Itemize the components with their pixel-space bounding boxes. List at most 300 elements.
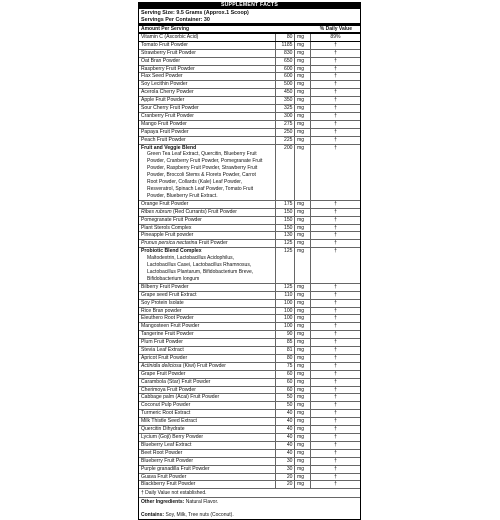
ingredient-name — [139, 113, 275, 120]
unit-value: mg — [294, 50, 310, 57]
ingredient-label: Quercitin Dihydrate — [141, 426, 185, 433]
table-row — [139, 481, 360, 489]
table-row — [139, 50, 360, 58]
unit-value: mg — [294, 248, 310, 283]
table-row — [139, 363, 360, 371]
ingredient-label: Tangerine Fruit Powder — [141, 331, 194, 338]
ingredient-name — [139, 418, 275, 425]
ingredient-label: Coconut Pulp Powder — [141, 402, 191, 409]
table-row — [139, 442, 360, 450]
amount-value: 125 — [275, 240, 294, 247]
unit-value: mg — [294, 89, 310, 96]
amount-value: 80 — [275, 355, 294, 362]
ingredient-name — [139, 402, 275, 409]
supplement-facts-panel — [138, 2, 361, 520]
daily-value: † — [310, 225, 360, 232]
blend-name: Probiotic Blend Complex — [141, 248, 202, 255]
ingredient-label: Stevia Leaf Extract — [141, 347, 184, 354]
unit-value: mg — [294, 300, 310, 307]
ingredient-label: Soy Lecithin Powder — [141, 81, 188, 88]
botanical-name: Actinidia deliciosa — [141, 362, 182, 369]
ingredient-label: Orange Fruit Powder — [141, 200, 189, 207]
amount-value: 81 — [275, 347, 294, 354]
daily-value: † — [310, 50, 360, 57]
table-row — [139, 466, 360, 474]
daily-value: † — [310, 292, 360, 299]
ingredient-name — [139, 201, 275, 208]
ingredient-name — [139, 217, 275, 224]
table-row — [139, 474, 360, 482]
table-row — [139, 240, 360, 248]
ingredient-name — [139, 434, 275, 441]
daily-value: † — [310, 232, 360, 239]
ingredient-name — [139, 323, 275, 330]
ingredient-name — [139, 292, 275, 299]
amount-value: 600 — [275, 73, 294, 80]
unit-value: mg — [294, 387, 310, 394]
table-row — [139, 137, 360, 145]
table-row — [139, 121, 360, 129]
unit-value: mg — [294, 371, 310, 378]
daily-value: † — [310, 323, 360, 330]
blend-ingredients-line: Bifidobacterium longum — [147, 275, 200, 282]
ingredient-name — [139, 315, 275, 322]
ingredient-label: Flax Seed Powder — [141, 73, 183, 80]
unit-value: mg — [294, 410, 310, 417]
unit-value: mg — [294, 458, 310, 465]
ingredient-name — [139, 284, 275, 291]
amount-value: 75 — [275, 363, 294, 370]
ingredient-name — [139, 458, 275, 465]
daily-value: † — [310, 466, 360, 473]
blend-ingredients-line: Green Tea Leaf Extract, Quercitin, Blueberry Fruit — [147, 151, 257, 158]
daily-value: † — [310, 81, 360, 88]
amount-value: 60 — [275, 371, 294, 378]
servings-per-container: Servings Per Container: 30 — [141, 16, 210, 23]
ingredient-name — [139, 89, 275, 96]
ingredient-name — [139, 394, 275, 401]
table-row — [139, 129, 360, 137]
table-row — [139, 81, 360, 89]
daily-value: † — [310, 458, 360, 465]
daily-value: † — [310, 442, 360, 449]
unit-value: mg — [294, 113, 310, 120]
ingredient-name — [139, 105, 275, 112]
amount-value: 150 — [275, 225, 294, 232]
ingredient-label: Grape seed Fruit Extract — [141, 291, 197, 298]
amount-value: 275 — [275, 121, 294, 128]
unit-value: mg — [294, 339, 310, 346]
table-row — [139, 315, 360, 323]
daily-value: † — [310, 145, 360, 200]
table-row — [139, 410, 360, 418]
blend-row — [139, 145, 360, 201]
ingredient-name — [139, 240, 275, 247]
daily-value: † — [310, 363, 360, 370]
unit-value: mg — [294, 121, 310, 128]
daily-value: † — [310, 73, 360, 80]
unit-value: mg — [294, 284, 310, 291]
ingredient-name — [139, 73, 275, 80]
other-ingredients-label: Other Ingredients: — [141, 499, 185, 506]
amount-value: 100 — [275, 323, 294, 330]
daily-value: † — [310, 371, 360, 378]
amount-value: 250 — [275, 129, 294, 136]
unit-value: mg — [294, 240, 310, 247]
ingredient-label: Soy Protein Isolate — [141, 299, 184, 306]
table-row — [139, 58, 360, 66]
ingredient-label: Mango Fruit Powder — [141, 120, 187, 127]
unit-value: mg — [294, 42, 310, 49]
amount-value: 20 — [275, 481, 294, 488]
amount-value: 130 — [275, 232, 294, 239]
daily-value: † — [310, 387, 360, 394]
ingredient-label: Eleuthero Root Powder — [141, 315, 194, 322]
unit-value: mg — [294, 379, 310, 386]
daily-value: † — [310, 434, 360, 441]
unit-value: mg — [294, 466, 310, 473]
daily-value: † — [310, 450, 360, 457]
ingredient-name — [139, 450, 275, 457]
daily-value: † — [310, 379, 360, 386]
ingredient-name — [139, 300, 275, 307]
ingredient-name — [139, 308, 275, 315]
amount-value: 85 — [275, 339, 294, 346]
table-row — [139, 42, 360, 50]
amount-value: 110 — [275, 292, 294, 299]
ingredient-label: Blackberry Fruit Powder — [141, 481, 196, 488]
table-row — [139, 73, 360, 81]
unit-value: mg — [294, 73, 310, 80]
table-row — [139, 209, 360, 217]
amount-value: 1185 — [275, 42, 294, 49]
ingredient-label: Grape Fruit Powder — [141, 370, 186, 377]
amount-value: 350 — [275, 97, 294, 104]
unit-value: mg — [294, 442, 310, 449]
daily-value: † — [310, 66, 360, 73]
table-row — [139, 308, 360, 316]
amount-value: 125 — [275, 248, 294, 283]
ingredient-label: Cherimoya Fruit Powder — [141, 386, 196, 393]
amount-value: 600 — [275, 66, 294, 73]
table-row — [139, 105, 360, 113]
table-row — [139, 379, 360, 387]
table-row — [139, 418, 360, 426]
unit-value: mg — [294, 145, 310, 200]
ingredient-label: Plant Sterols Complex — [141, 224, 192, 231]
ingredient-name — [139, 209, 275, 216]
unit-value: mg — [294, 394, 310, 401]
daily-value: † — [310, 418, 360, 425]
unit-value: mg — [294, 137, 310, 144]
unit-value: mg — [294, 97, 310, 104]
amount-value: 150 — [275, 209, 294, 216]
amount-value: 50 — [275, 402, 294, 409]
ingredient-name — [139, 58, 275, 65]
daily-value: † — [310, 42, 360, 49]
unit-value: mg — [294, 58, 310, 65]
daily-value: † — [310, 97, 360, 104]
table-row — [139, 355, 360, 363]
daily-value: † — [310, 89, 360, 96]
blend-ingredients-line: Powder, Blueberry Fruit Extract. — [147, 192, 218, 199]
ingredient-name — [139, 42, 275, 49]
unit-value: mg — [294, 331, 310, 338]
amount-value: 300 — [275, 113, 294, 120]
daily-value: † — [310, 394, 360, 401]
daily-value: † — [310, 209, 360, 216]
amount-value: 100 — [275, 308, 294, 315]
amount-value: 650 — [275, 58, 294, 65]
daily-value: † — [310, 284, 360, 291]
ingredient-name — [139, 371, 275, 378]
amount-value: 30 — [275, 466, 294, 473]
amount-value: 830 — [275, 50, 294, 57]
other-ingredients-text: Natural Flavor. — [184, 499, 219, 506]
unit-value: mg — [294, 402, 310, 409]
table-row — [139, 347, 360, 355]
ingredient-label: (Red Currants) Fruit Powder — [171, 208, 237, 215]
ingredient-label: Tomato Fruit Powder — [141, 41, 188, 48]
ingredient-label: Vitamin C (Ascorbic Acid) — [141, 33, 199, 40]
table-row — [139, 113, 360, 121]
table-row — [139, 394, 360, 402]
ingredient-label: Apple Fruit Powder — [141, 97, 185, 104]
daily-value: † — [310, 129, 360, 136]
unit-value: mg — [294, 363, 310, 370]
unit-value: mg — [294, 418, 310, 425]
contains-label: Contains: — [141, 512, 165, 519]
ingredient-name — [139, 232, 275, 239]
amount-value: 60 — [275, 379, 294, 386]
unit-value: mg — [294, 34, 310, 41]
ingredient-label: Blueberry Leaf Extract — [141, 441, 192, 448]
ingredient-label: Cabbage palm (Acai) Fruit Powder — [141, 394, 220, 401]
ingredient-label: Purple granadilla Fruit Powder — [141, 465, 210, 472]
blend-ingredients-line: Powder, Raspberry Fruit Powder, Strawberry Fruit — [147, 165, 258, 172]
daily-value: † — [310, 137, 360, 144]
amount-value: 500 — [275, 81, 294, 88]
table-row — [139, 89, 360, 97]
ingredient-name — [139, 66, 275, 73]
ingredient-label: Peach Fruit Powder — [141, 136, 186, 143]
daily-value: † — [310, 300, 360, 307]
unit-value: mg — [294, 450, 310, 457]
ingredient-label: Milk Thistle Seed Extract — [141, 418, 197, 425]
table-row — [139, 450, 360, 458]
daily-value: 89% — [310, 34, 360, 41]
ingredient-label: (Kiwi) Fruit Powder — [181, 362, 226, 369]
unit-value: mg — [294, 347, 310, 354]
amount-value: 30 — [275, 458, 294, 465]
serving-size: Serving Size: 9.5 Grams (Approx.1 Scoop) — [141, 9, 249, 16]
blend-row — [139, 248, 360, 284]
ingredient-name — [139, 248, 275, 283]
table-row — [139, 434, 360, 442]
unit-value: mg — [294, 129, 310, 136]
blend-ingredients-line: Powder, Cranberry Fruit Powder, Pomegranate Fruit — [147, 158, 263, 165]
amount-value: 450 — [275, 89, 294, 96]
ingredient-label: Cranberry Fruit Powder — [141, 112, 194, 119]
amount-value: 80 — [275, 34, 294, 41]
table-row — [139, 300, 360, 308]
unit-value: mg — [294, 426, 310, 433]
unit-value: mg — [294, 292, 310, 299]
ingredient-label: Mangosteen Fruit Powder — [141, 323, 200, 330]
ingredient-label: Plum Fruit Powder — [141, 339, 183, 346]
ingredient-name — [139, 347, 275, 354]
facts-box — [138, 9, 361, 520]
ingredient-label: Blueberry Fruit Powder — [141, 457, 194, 464]
daily-value: † — [310, 474, 360, 481]
unit-value: mg — [294, 209, 310, 216]
blend-ingredients-line: Lactobacillus Plantarum, Bifidobacterium Breve, — [147, 268, 254, 275]
amount-value: 40 — [275, 426, 294, 433]
table-row — [139, 426, 360, 434]
daily-value: † — [310, 426, 360, 433]
daily-value: † — [310, 315, 360, 322]
daily-value: † — [310, 481, 360, 488]
daily-value: † — [310, 347, 360, 354]
ingredient-label: Rice Bran powder — [141, 307, 182, 314]
amount-value: 150 — [275, 217, 294, 224]
daily-value: † — [310, 248, 360, 283]
ingredient-label: Papaya Fruit Powder — [141, 128, 189, 135]
ingredient-label: Pineapple Fruit powder — [141, 232, 194, 239]
amount-value: 40 — [275, 450, 294, 457]
amount-value: 100 — [275, 300, 294, 307]
ingredient-name — [139, 379, 275, 386]
ingredient-label: Strawberry Fruit Powder — [141, 49, 196, 56]
ingredient-name — [139, 145, 275, 200]
ingredient-label: Oat Bran Powder — [141, 57, 181, 64]
ingredient-name — [139, 363, 275, 370]
ingredient-label: Sour Cherry Fruit Powder — [141, 105, 199, 112]
unit-value: mg — [294, 81, 310, 88]
contains-text: Soy, Milk, Tree nuts (Coconut). — [164, 512, 234, 519]
table-row — [139, 371, 360, 379]
ingredient-name — [139, 225, 275, 232]
ingredient-name — [139, 129, 275, 136]
ingredient-name — [139, 50, 275, 57]
daily-value: † — [310, 355, 360, 362]
amount-value: 20 — [275, 474, 294, 481]
allergen-statement — [139, 506, 360, 519]
ingredient-name — [139, 97, 275, 104]
daily-value: † — [310, 217, 360, 224]
ingredient-label: Bilberry Fruit Powder — [141, 283, 189, 290]
amount-value: 125 — [275, 284, 294, 291]
amount-value: 175 — [275, 201, 294, 208]
table-row — [139, 225, 360, 233]
amount-value: 40 — [275, 434, 294, 441]
ingredient-name — [139, 81, 275, 88]
table-row — [139, 217, 360, 225]
amount-per-serving-label: Amount Per Serving — [141, 26, 190, 33]
ingredient-label: Acerola Cherry Powder — [141, 89, 194, 96]
blend-name: Fruit and Veggie Blend — [141, 144, 197, 151]
blend-ingredients-line: Root Powder, Collards (Kale) Leaf Powder, — [147, 179, 243, 186]
table-row — [139, 458, 360, 466]
daily-value-footnote: † Daily Value not established. — [139, 489, 360, 498]
amount-value: 40 — [275, 410, 294, 417]
unit-value: mg — [294, 481, 310, 488]
daily-value: † — [310, 339, 360, 346]
blend-ingredients-line: Lactobacillus Casei, Lactobacillus Rhamnosus, — [147, 262, 252, 269]
panel-title: SUPPLEMENT FACTS — [138, 2, 361, 9]
table-row — [139, 201, 360, 209]
amount-value: 50 — [275, 394, 294, 401]
ingredient-label: Fruit Powder — [197, 240, 228, 247]
ingredient-label: Raspberry Fruit Powder — [141, 65, 195, 72]
amount-value: 200 — [275, 145, 294, 200]
daily-value: † — [310, 402, 360, 409]
unit-value: mg — [294, 315, 310, 322]
unit-value: mg — [294, 66, 310, 73]
unit-value: mg — [294, 474, 310, 481]
unit-value: mg — [294, 232, 310, 239]
ingredient-name — [139, 355, 275, 362]
ingredient-name — [139, 339, 275, 346]
ingredient-name — [139, 331, 275, 338]
ingredient-label: Carambola (Star) Fruit Powder — [141, 378, 211, 385]
amount-value: 325 — [275, 105, 294, 112]
ingredient-name — [139, 481, 275, 488]
table-row — [139, 97, 360, 105]
ingredient-name — [139, 137, 275, 144]
blend-ingredients-line: Powder, Broccoli Stems & Florets Powder, Carrot — [147, 172, 256, 179]
unit-value: mg — [294, 225, 310, 232]
table-row — [139, 34, 360, 42]
unit-value: mg — [294, 434, 310, 441]
ingredient-name — [139, 34, 275, 41]
ingredient-label: Pomegranate Fruit Powder — [141, 216, 202, 223]
blend-ingredients-line: Resveratrol, Spinach Leaf Powder, Tomato Fruit — [147, 186, 254, 192]
table-row — [139, 339, 360, 347]
daily-value: † — [310, 58, 360, 65]
table-row — [139, 387, 360, 395]
daily-value: † — [310, 331, 360, 338]
ingredient-table — [139, 34, 360, 489]
amount-value: 100 — [275, 315, 294, 322]
amount-value: 40 — [275, 418, 294, 425]
ingredient-name — [139, 410, 275, 417]
table-header — [139, 26, 360, 32]
amount-value: 60 — [275, 387, 294, 394]
ingredient-label: Turmeric Root Extract — [141, 410, 191, 417]
blend-ingredients-line: Maltodextrin, Lactobacillus Acidophilus, — [147, 255, 234, 262]
daily-value: † — [310, 240, 360, 247]
table-row — [139, 323, 360, 331]
amount-value: 40 — [275, 442, 294, 449]
unit-value: mg — [294, 308, 310, 315]
daily-value: † — [310, 410, 360, 417]
unit-value: mg — [294, 105, 310, 112]
ingredient-name — [139, 474, 275, 481]
botanical-name: Ribes rubrum — [141, 208, 172, 215]
daily-value: † — [310, 105, 360, 112]
ingredient-label: Beet Root Powder — [141, 449, 183, 456]
daily-value: † — [310, 113, 360, 120]
table-row — [139, 292, 360, 300]
ingredient-name — [139, 121, 275, 128]
unit-value: mg — [294, 355, 310, 362]
daily-value: † — [310, 308, 360, 315]
daily-value-label: % Daily Value — [319, 26, 352, 33]
ingredient-name — [139, 466, 275, 473]
ingredient-name — [139, 387, 275, 394]
ingredient-label: Guava Fruit Powder — [141, 473, 187, 480]
